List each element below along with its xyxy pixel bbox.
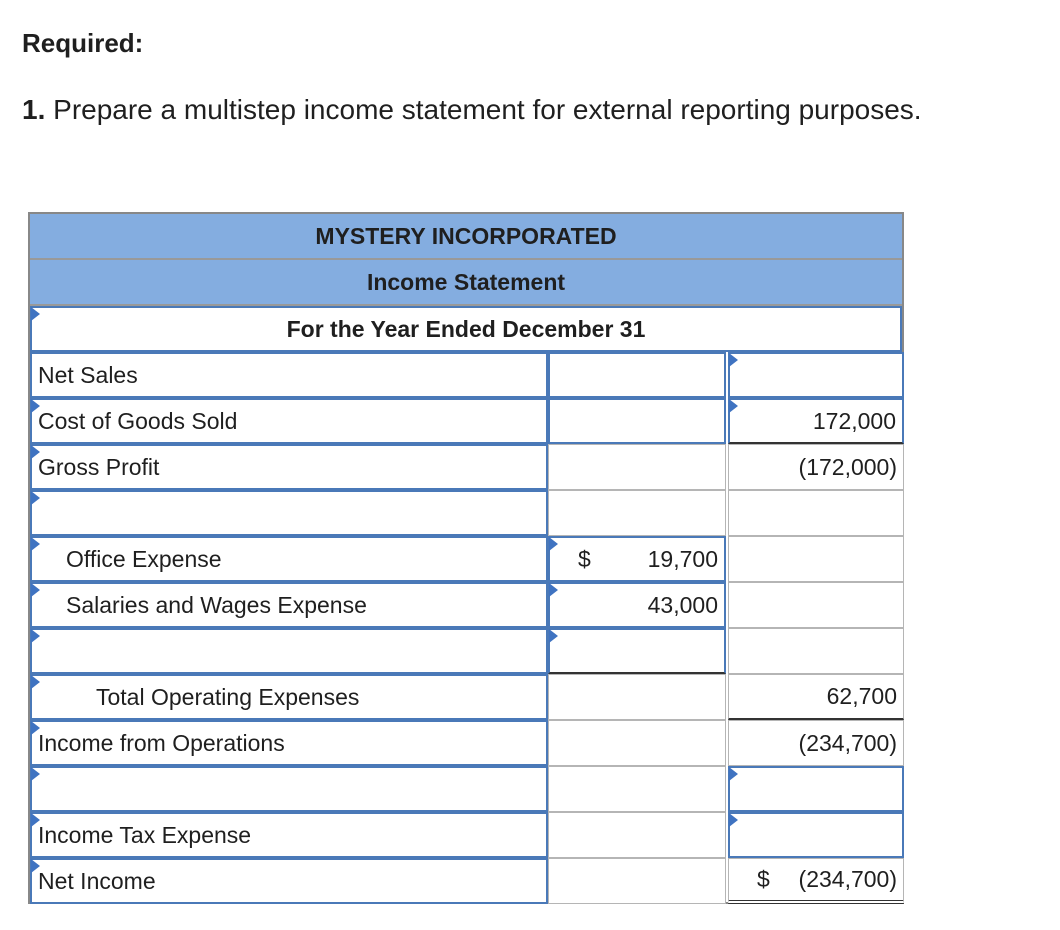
row-amount2-salaries-wages-expense (728, 582, 904, 628)
row-amount1-blank-2[interactable] (548, 628, 726, 674)
amount-text: 19,700 (647, 545, 718, 572)
amount-text: (234,700) (798, 866, 897, 892)
row-label-income-from-operations[interactable] (30, 720, 548, 766)
dollar-sign: $ (757, 866, 770, 892)
row-amount2-office-expense (728, 536, 904, 582)
row-amount1-total-operating-expenses (548, 674, 726, 720)
row-label-salaries-wages-expense[interactable] (30, 582, 548, 628)
row-amount1-net-sales[interactable] (548, 352, 726, 398)
instruction-text (22, 94, 922, 126)
row-label-blank-2[interactable] (30, 628, 548, 674)
row-label-blank-1[interactable] (30, 490, 548, 536)
input-flag-icon (31, 445, 40, 459)
input-flag-icon (549, 629, 558, 643)
row-amount1-blank-3 (548, 766, 726, 812)
input-flag-icon (549, 583, 558, 597)
amount-text: (234,700) (798, 729, 897, 756)
input-flag-icon (31, 491, 40, 505)
row-label-blank-3[interactable] (30, 766, 548, 812)
input-flag-icon (31, 583, 40, 597)
row-amount2-total-operating-expenses (728, 674, 904, 720)
row-label-text: Total Operating Expenses (96, 683, 360, 710)
dollar-sign: $ (578, 545, 591, 572)
row-label-net-sales[interactable] (30, 352, 548, 398)
amount-text: 62,700 (826, 683, 897, 709)
row-label-text: Income from Operations (38, 729, 285, 756)
company-name-header: MYSTERY INCORPORATED (30, 214, 902, 260)
input-flag-icon (729, 767, 738, 781)
row-amount2-income-from-operations (728, 720, 904, 766)
row-amount1-income-from-operations (548, 720, 726, 766)
row-amount1-income-tax-expense (548, 812, 726, 858)
row-amount2-blank-3[interactable] (728, 766, 904, 812)
row-amount1-gross-profit (548, 444, 726, 490)
row-label-text: Salaries and Wages Expense (66, 591, 367, 618)
input-flag-icon (31, 307, 40, 321)
input-flag-icon (729, 813, 738, 827)
row-amount2-cost-of-goods-sold[interactable] (728, 398, 904, 444)
required-heading: Required: (22, 28, 144, 58)
row-label-total-operating-expenses[interactable] (30, 674, 548, 720)
input-flag-icon (31, 721, 40, 735)
input-flag-icon (729, 399, 738, 413)
row-amount2-net-income (728, 858, 904, 904)
income-statement-worksheet (28, 212, 904, 904)
period-text: For the Year Ended December 31 (286, 315, 646, 342)
row-label-text: Net Income (38, 867, 156, 894)
amount-text: 172,000 (812, 407, 896, 434)
row-amount1-office-expense[interactable] (548, 536, 726, 582)
row-amount1-salaries-wages-expense[interactable] (548, 582, 726, 628)
input-flag-icon (31, 399, 40, 413)
statement-title-header: Income Statement (30, 260, 902, 306)
amount-text: (172,000) (798, 453, 897, 480)
row-label-cost-of-goods-sold[interactable] (30, 398, 548, 444)
input-flag-icon (31, 537, 40, 551)
input-flag-icon (31, 767, 40, 781)
row-label-text: Net Sales (38, 361, 138, 388)
row-label-text: Office Expense (66, 545, 222, 572)
row-amount2-income-tax-expense[interactable] (728, 812, 904, 858)
row-amount2-blank-1 (728, 490, 904, 536)
input-flag-icon (31, 813, 40, 827)
input-flag-icon (31, 675, 40, 689)
input-flag-icon (31, 629, 40, 643)
row-amount1-net-income (548, 858, 726, 904)
row-label-office-expense[interactable] (30, 536, 548, 582)
amount-text: 43,000 (647, 591, 718, 618)
row-label-net-income[interactable] (30, 858, 548, 904)
row-label-text: Gross Profit (38, 453, 160, 480)
row-label-gross-profit[interactable] (30, 444, 548, 490)
period-input[interactable] (30, 306, 902, 352)
instruction-body: Prepare a multistep income statement for external reporting purposes. (53, 94, 922, 125)
input-flag-icon (31, 859, 40, 873)
row-label-text: Income Tax Expense (38, 821, 252, 848)
row-label-income-tax-expense[interactable] (30, 812, 548, 858)
row-amount2-net-sales[interactable] (728, 352, 904, 398)
input-flag-icon (729, 353, 738, 367)
row-amount1-cost-of-goods-sold[interactable] (548, 398, 726, 444)
input-flag-icon (549, 537, 558, 551)
row-amount2-gross-profit (728, 444, 904, 490)
row-amount1-blank-1 (548, 490, 726, 536)
row-amount2-blank-2 (728, 628, 904, 674)
step-number: 1. (22, 94, 46, 125)
row-label-text: Cost of Goods Sold (38, 407, 238, 434)
